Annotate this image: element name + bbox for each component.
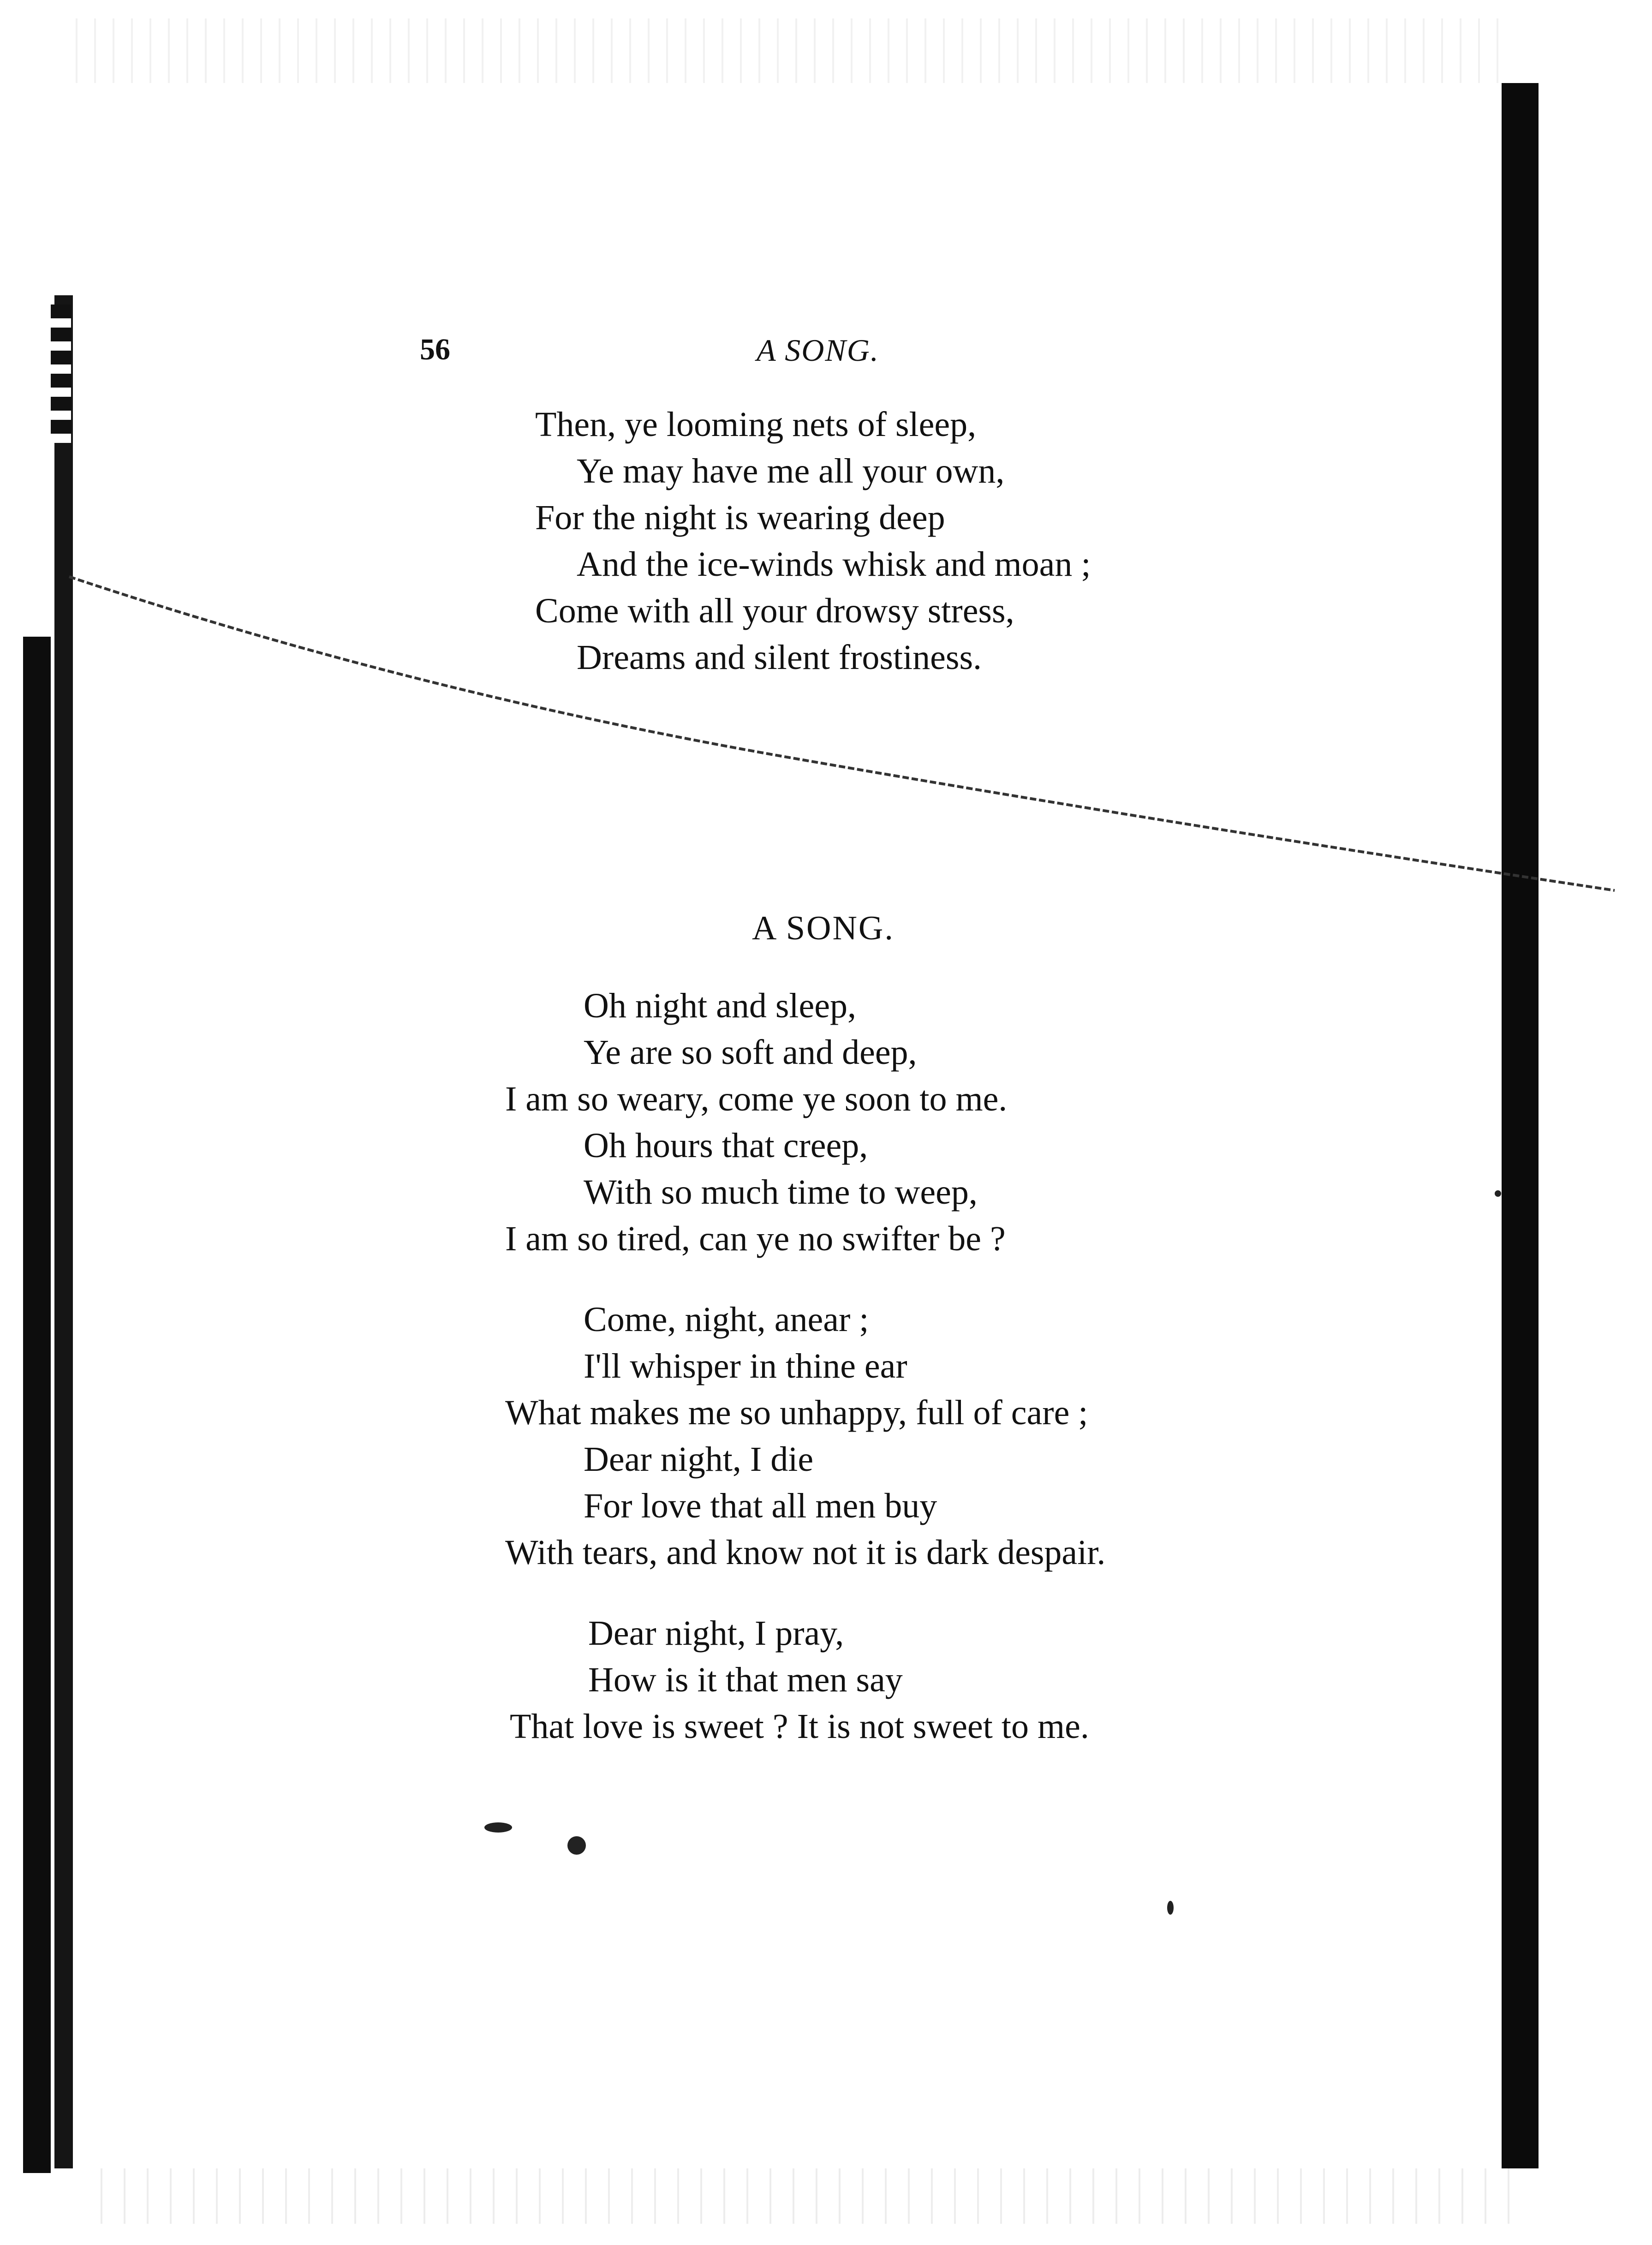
poem-line: Come, night, anear ; — [584, 1300, 869, 1339]
poem-line: How is it that men say — [588, 1660, 903, 1699]
poem-line: Ye may have me all your own, — [577, 452, 1005, 490]
poem-title: A SONG. — [752, 909, 895, 947]
page-header — [0, 332, 1652, 374]
page-number: 56 — [420, 333, 450, 366]
poem-line: Oh night and sleep, — [584, 986, 857, 1025]
poem-stanza — [510, 1610, 1089, 1750]
poem-line: What makes me so unhappy, full of care ; — [505, 1393, 1088, 1432]
poem-line: Dear night, I pray, — [588, 1614, 844, 1653]
poem-line: I am so weary, come ye soon to me. — [505, 1080, 1008, 1118]
poem-stanza — [505, 983, 1007, 1262]
poem-line: And the ice-winds whisk and moan ; — [577, 545, 1091, 584]
poem-line: With so much time to weep, — [584, 1173, 978, 1212]
poem-line: Come with all your drowsy stress, — [535, 591, 1014, 630]
poem-line: Dreams and silent frostiness. — [577, 638, 982, 677]
first-poem — [535, 401, 1091, 681]
poem-line: Then, ye looming nets of sleep, — [535, 405, 977, 444]
poem-line: Dear night, I die — [584, 1440, 814, 1479]
running-title: A SONG. — [757, 333, 879, 368]
poem-line: Ye are so soft and deep, — [584, 1033, 917, 1072]
poem-line: Oh hours that creep, — [584, 1126, 868, 1165]
poem-line: I am so tired, can ye no swifter be ? — [505, 1219, 1006, 1258]
poem-line: With tears, and know not it is dark despair. — [505, 1533, 1106, 1572]
ink-speck — [1495, 1190, 1501, 1197]
ink-speck — [1167, 1901, 1174, 1915]
poem-line: For the night is wearing deep — [535, 498, 945, 537]
poem-line: I'll whisper in thine ear — [584, 1347, 907, 1385]
poem-line: For love that all men buy — [584, 1487, 937, 1525]
ink-speck — [484, 1822, 512, 1833]
poem-line: That love is sweet ? It is not sweet to me. — [510, 1707, 1089, 1746]
poem-stanza — [505, 1296, 1105, 1576]
ink-speck — [567, 1836, 586, 1855]
